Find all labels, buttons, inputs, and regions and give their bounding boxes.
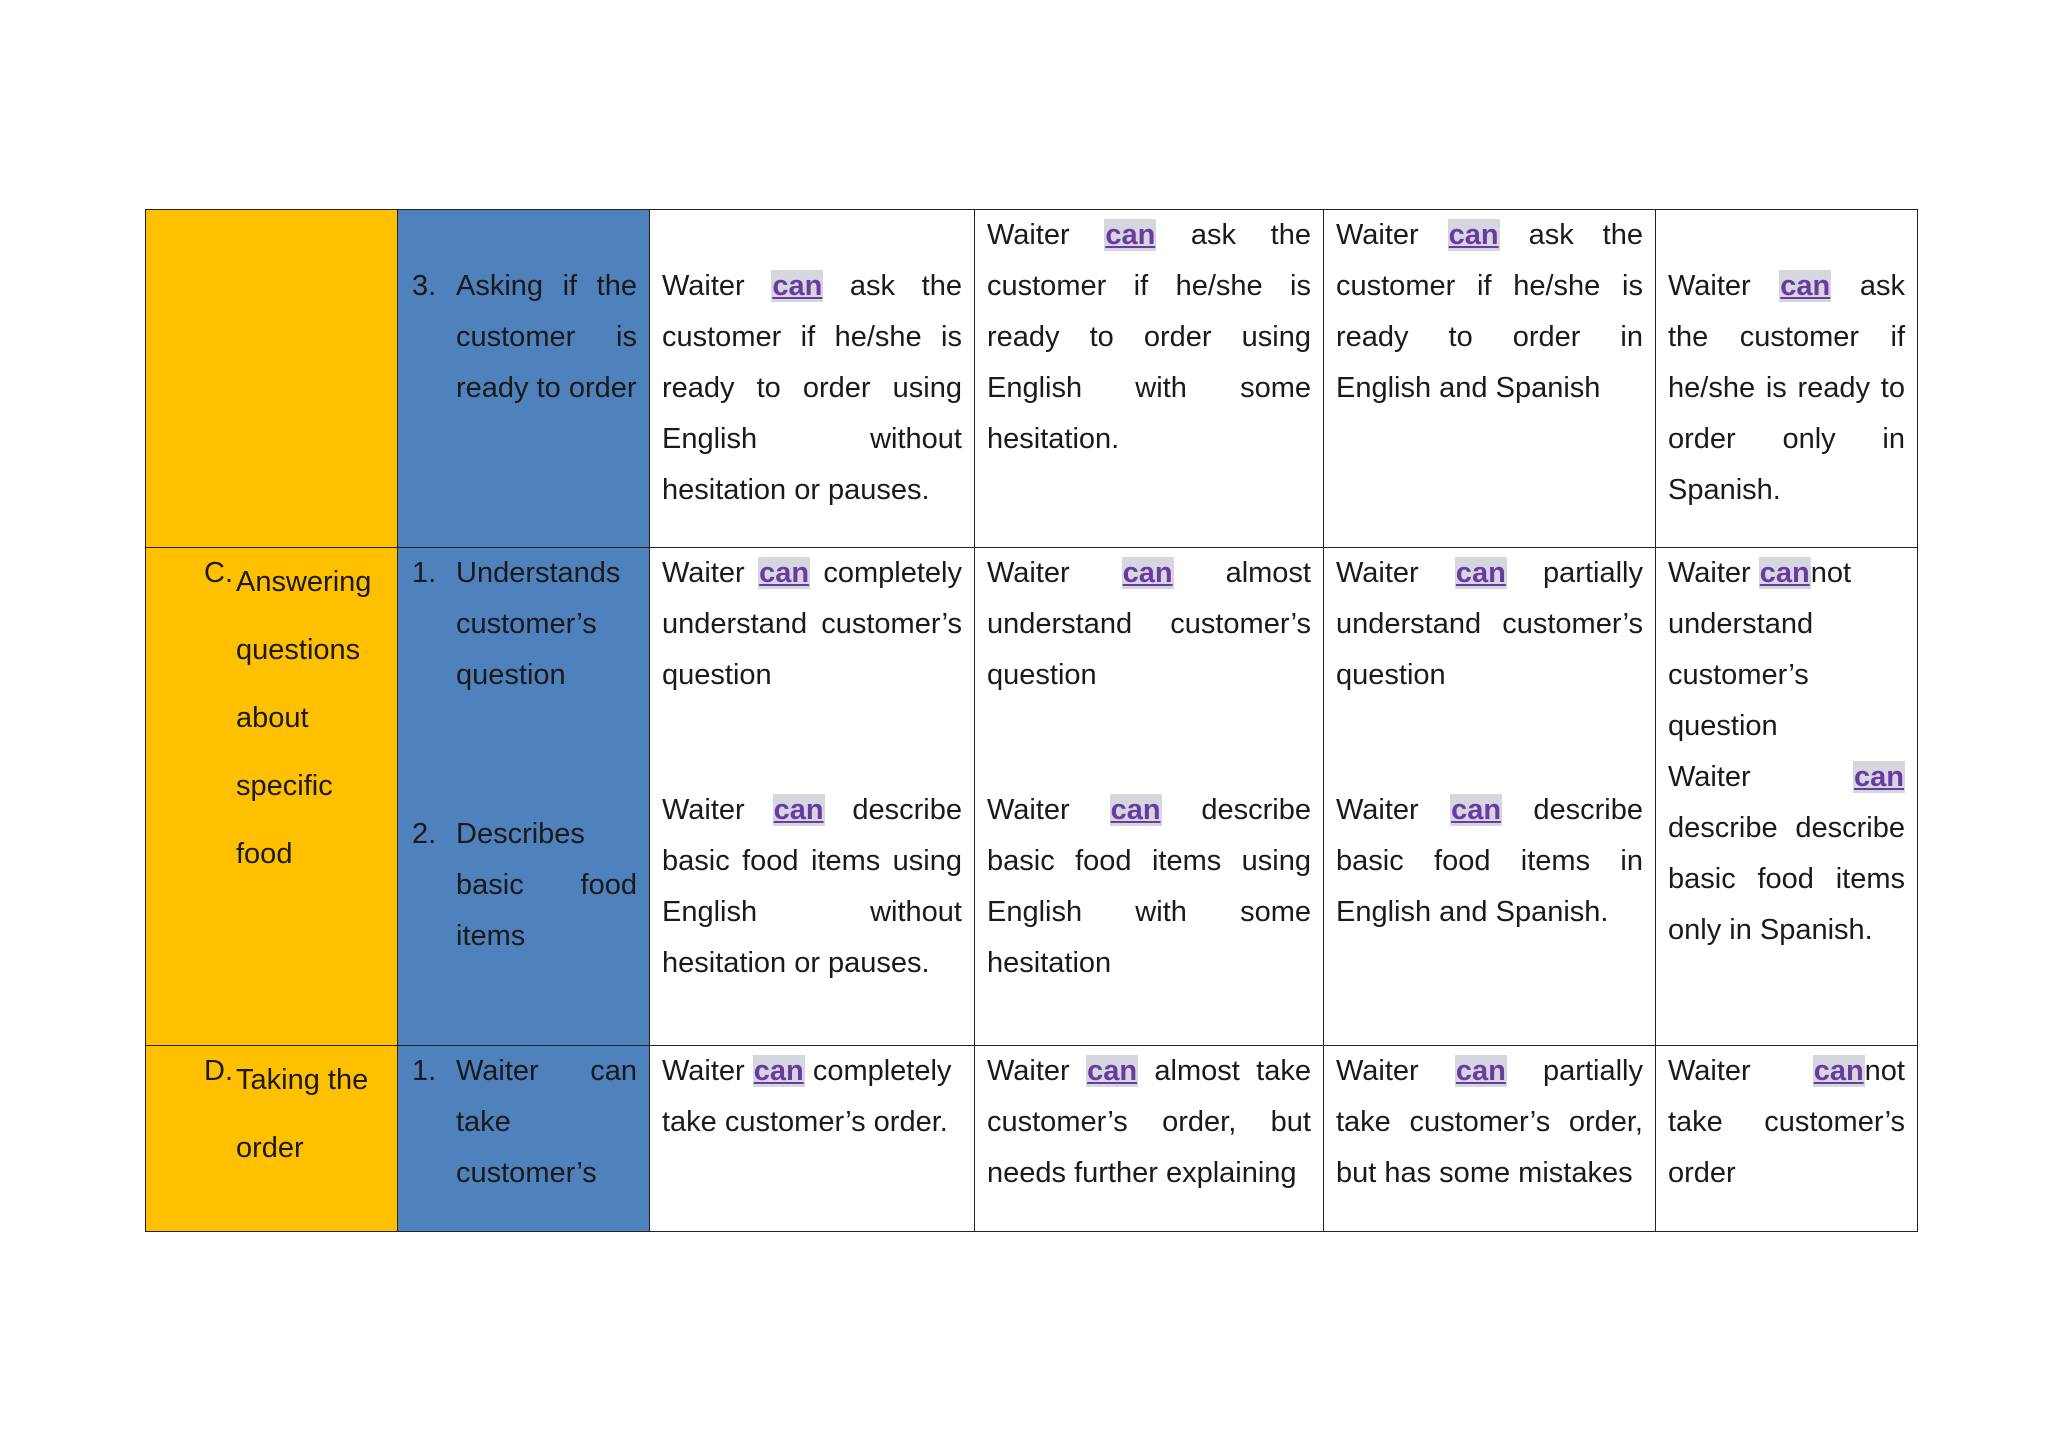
criterion-text: Describes basic food items — [456, 818, 637, 952]
highlight-can: can — [1813, 1055, 1864, 1087]
highlight-can: can — [772, 270, 823, 302]
item-cell — [398, 210, 650, 548]
highlight-can: can — [1455, 557, 1506, 589]
descriptor: Waiter can describe describe basic food items only in Spanish. — [1668, 761, 1905, 946]
level-cell-poor — [1656, 1046, 1918, 1232]
level-cell-excellent — [650, 1046, 975, 1232]
highlight-can: can — [1087, 1055, 1138, 1087]
level-cell-excellent — [650, 210, 975, 548]
rubric-row-answering-questions — [146, 548, 1918, 1046]
descriptor: Waiter can ask the customer if he/she is ready to order only in Spanish. — [1668, 270, 1905, 506]
highlight-can: can — [1105, 219, 1156, 251]
criterion-item — [398, 548, 649, 701]
descriptor: Waiter can ask the customer if he/she is ready to order using English with some hesitation. — [987, 219, 1311, 455]
category-number: C. — [204, 557, 233, 589]
criterion-item — [398, 261, 649, 414]
criterion-number: 2. — [412, 818, 437, 850]
criterion-number: 3. — [412, 270, 437, 302]
highlight-can: can — [773, 794, 824, 826]
descriptor: Waiter can describe basic food items using English with some hesitation — [987, 794, 1311, 979]
descriptor: Waiter can describe basic food items using English without hesitation or pauses. — [662, 794, 962, 979]
level-cell-fair — [1324, 210, 1656, 548]
rubric-table — [145, 209, 1918, 1232]
descriptor: Waiter can describe basic food items in English and Spanish. — [1336, 794, 1643, 928]
level-cell-good — [975, 1046, 1324, 1232]
criterion-text: Understands customer’s question — [456, 557, 621, 691]
descriptor: Waiter cannot take customer’s order — [1668, 1055, 1905, 1189]
descriptor: Waiter cannot understand customer’s question — [1668, 557, 1852, 742]
criterion-text: Waiter can take customer’s — [456, 1055, 637, 1189]
descriptor: Waiter can almost understand customer’s question — [987, 557, 1311, 691]
level-cell-excellent — [650, 548, 975, 1046]
category-cell — [146, 210, 398, 548]
highlight-can: can — [1110, 794, 1161, 826]
category-label — [146, 548, 397, 888]
highlight-can: can — [753, 1055, 804, 1087]
category-text: Taking the order — [236, 1064, 369, 1164]
level-cell-poor — [1656, 548, 1918, 1046]
level-cell-fair — [1324, 548, 1656, 1046]
criterion-number: 1. — [412, 1055, 437, 1087]
item-cell — [398, 1046, 650, 1232]
level-cell-good — [975, 548, 1324, 1046]
level-cell-good — [975, 210, 1324, 548]
descriptor: Waiter can ask the customer if he/she is ready to order using English without hesitation or pauses. — [662, 270, 962, 506]
highlight-can: can — [1854, 761, 1904, 793]
descriptor: Waiter can completely understand customer’s question — [662, 557, 962, 691]
descriptor: Waiter can almost take customer’s order, but needs further explaining — [987, 1055, 1311, 1189]
descriptor: Waiter can ask the customer if he/she is ready to order in English and Spanish — [1336, 219, 1643, 404]
criterion-text: Asking if the customer is ready to order — [456, 270, 637, 404]
descriptor: Waiter can partially understand customer’s question — [1336, 557, 1643, 691]
category-cell — [146, 1046, 398, 1232]
item-cell — [398, 548, 650, 1046]
highlight-can: can — [1448, 219, 1499, 251]
highlight-can: can — [1780, 270, 1831, 302]
rubric-row-asking-ready — [146, 210, 1918, 548]
highlight-can: can — [1455, 1055, 1506, 1087]
rubric-row-taking-order — [146, 1046, 1918, 1232]
category-label — [146, 1046, 397, 1182]
category-text: Answering questions about specific food — [236, 566, 372, 870]
level-cell-fair — [1324, 1046, 1656, 1232]
highlight-can: can — [1759, 557, 1810, 589]
highlight-can: can — [1451, 794, 1502, 826]
criterion-item — [398, 809, 649, 962]
descriptor: Waiter can completely take customer’s order. — [662, 1055, 952, 1138]
criterion-number: 1. — [412, 557, 437, 589]
highlight-can: can — [759, 557, 810, 589]
criterion-item — [398, 1046, 649, 1199]
category-cell — [146, 548, 398, 1046]
descriptor: Waiter can partially take customer’s order, but has some mistakes — [1336, 1055, 1643, 1189]
highlight-can: can — [1122, 557, 1173, 589]
category-number: D. — [204, 1055, 233, 1087]
level-cell-poor — [1656, 210, 1918, 548]
